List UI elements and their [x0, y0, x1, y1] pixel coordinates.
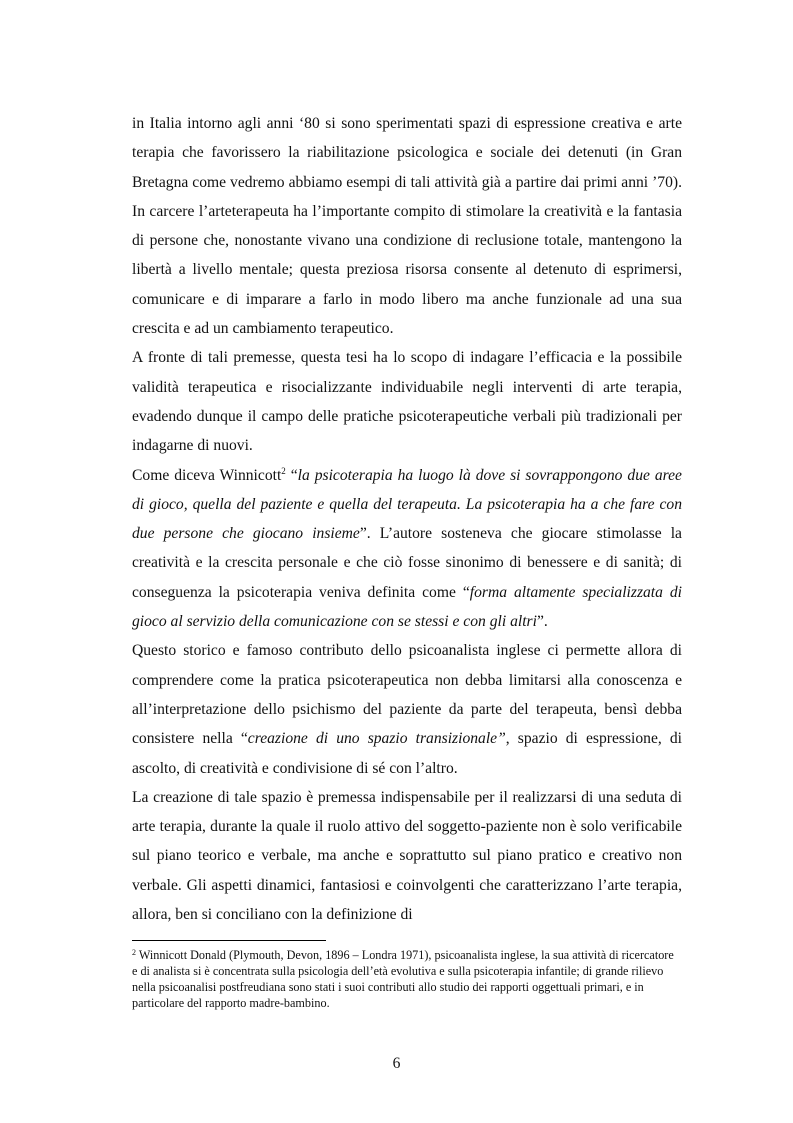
- text-run: ”.: [536, 613, 548, 631]
- quoted-italic-text: la psicoterapia ha luogo là dove si sovrappongono due aree di gioco, quella del paziente e quella del terapeuta. La psicoterapia ha a che fare con due persone che giocano insieme: [132, 466, 682, 543]
- paragraph: [132, 783, 682, 929]
- text-run: “: [285, 466, 298, 484]
- footnote-separator: [132, 940, 326, 941]
- text-run: in Italia intorno agli anni ‘80 si sono sperimentati spazi di espressione creativa e arte terapia che favorissero la riabilitazione psicologica e sociale dei detenuti (in Gran Bretagna come vedremo abbiamo esempi di tali attività già a partire dai primi anni ’70). In carcere l’arteterapeuta ha l’importante compito di stimolare la creatività e la fantasia di persone che, nonostante vivano una condizione di reclusione totale, mantengono la libertà a livello mentale; questa preziosa risorsa consente al detenuto di esprimersi, comunicare e di imparare a farlo in modo libero ma anche funzionale ad una sua crescita e ad un cambiamento terapeutico.: [132, 115, 682, 338]
- text-run: ”. L’autore sosteneva che giocare stimolasse la creatività e la crescita personale e che ciò fosse sinonimo di benessere e di sanità; di conseguenza la psicoterapia veniva definita come “: [132, 525, 682, 601]
- text-run: Come diceva Winnicott: [132, 466, 282, 484]
- paragraph: [132, 461, 682, 637]
- paragraph: [132, 109, 682, 343]
- quoted-italic-text: creazione di uno spazio transizionale”: [247, 730, 506, 748]
- footnote: [132, 947, 682, 1011]
- footnote-reference: 2: [281, 465, 286, 476]
- footnote-text: Winnicott Donald (Plymouth, Devon, 1896 – Londra 1971), psicoanalista inglese, la sua attività di ricercatore e di analista si è concentrata sulla psicologia dell’età evolutiva e sulla psicoterapia infantile; di grande rilievo nella psicoanalisi postfreudiana sono stati i suoi contributi allo studio dei rapporti oggettuali primari, e in particolare del rapporto madre-bambino.: [132, 948, 674, 1010]
- text-run: Questo storico e famoso contributo dello psicoanalista inglese ci permette allora di comprendere come la pratica psicoterapeutica non debba limitarsi alla conoscenza e all’interpretazione dello psichismo del paziente da parte del terapeuta, bensì debba consistere nella “: [132, 642, 682, 748]
- text-run: A fronte di tali premesse, questa tesi ha lo scopo di indagare l’efficacia e la possibile validità terapeutica e risocializzante individuabile negli interventi di arte terapia, evadendo dunque il campo delle pratiche psicoterapeutiche verbali più tradizionali per indagarne di nuovi.: [132, 349, 682, 455]
- text-run: La creazione di tale spazio è premessa indispensabile per il realizzarsi di una seduta di arte terapia, durante la quale il ruolo attivo del soggetto-paziente non è solo verificabile sul piano teorico e verbale, ma anche e soprattutto sul piano pratico e creativo non verbale. Gli aspetti dinamici, fantasiosi e coinvolgenti che caratterizzano l’arte terapia, allora, ben si conciliano con la definizione di: [132, 788, 682, 924]
- paragraph: [132, 343, 682, 460]
- body-text: [132, 109, 682, 929]
- quoted-italic-text: forma altamente specializzata di gioco al servizio della comunicazione con se stessi e con gli altri: [132, 583, 682, 631]
- footnote-marker: 2: [132, 948, 136, 957]
- page-number: 6: [392, 1055, 401, 1072]
- text-run: , spazio di espressione, di ascolto, di creatività e condivisione di sé con l’altro.: [132, 730, 682, 777]
- paragraph: [132, 636, 682, 782]
